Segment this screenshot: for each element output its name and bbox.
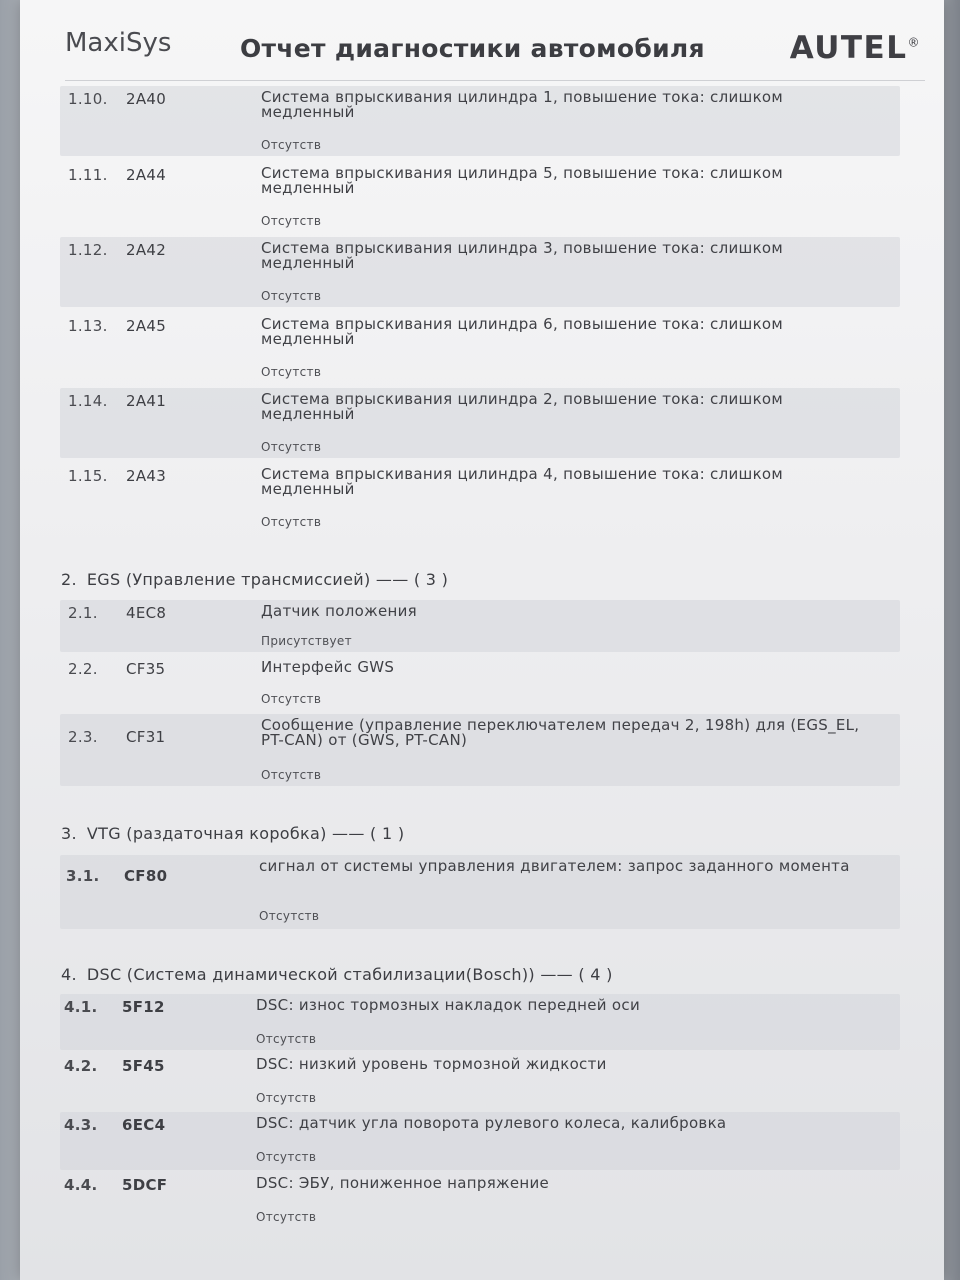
dtc-code: CF35 bbox=[126, 660, 166, 678]
dtc-status: Отсутств bbox=[261, 440, 322, 454]
dtc-description: сигнал от системы управления двигателем: запрос заданного момента bbox=[259, 857, 850, 875]
dtc-row bbox=[60, 600, 900, 652]
dtc-row bbox=[60, 1053, 900, 1109]
section-number: 3. bbox=[61, 824, 77, 843]
dtc-status: Отсутств bbox=[261, 692, 322, 706]
dtc-row bbox=[60, 994, 900, 1050]
dtc-code: 2A40 bbox=[126, 90, 167, 108]
dtc-row bbox=[60, 388, 900, 458]
dtc-description: Система впрыскивания цилиндра 1, повышение тока: слишком медленный bbox=[261, 88, 784, 121]
dtc-description: DSC: датчик угла поворота рулевого колеса, калибровка bbox=[256, 1114, 727, 1132]
dtc-code: 2A42 bbox=[126, 241, 167, 259]
dtc-status: Отсутств bbox=[259, 909, 320, 923]
row-number: 4.4. bbox=[64, 1176, 98, 1194]
dtc-status: Отсутств bbox=[261, 365, 322, 379]
dtc-description: Датчик положения bbox=[261, 602, 417, 620]
dtc-code: 5DCF bbox=[122, 1176, 168, 1194]
section-title-vtg bbox=[61, 824, 404, 843]
report-page bbox=[20, 0, 944, 1280]
dtc-code: 6EC4 bbox=[122, 1116, 166, 1134]
dtc-status: Отсутств bbox=[256, 1091, 317, 1105]
registered-mark: ® bbox=[907, 35, 921, 50]
dtc-row bbox=[60, 1172, 900, 1230]
row-number: 4.1. bbox=[64, 998, 98, 1016]
section-title-dsc bbox=[61, 965, 613, 984]
row-number: 1.12. bbox=[68, 241, 108, 259]
dtc-code: CF31 bbox=[126, 728, 166, 746]
dtc-code: 4EC8 bbox=[126, 604, 167, 622]
dtc-code: CF80 bbox=[124, 867, 168, 885]
report-header bbox=[65, 24, 925, 81]
row-number: 4.2. bbox=[64, 1057, 98, 1075]
autel-logo bbox=[790, 30, 921, 66]
row-number: 1.13. bbox=[68, 317, 108, 335]
dtc-code: 5F12 bbox=[122, 998, 165, 1016]
dtc-description: DSC: низкий уровень тормозной жидкости bbox=[256, 1055, 607, 1073]
row-number: 1.14. bbox=[68, 392, 108, 410]
row-number: 3.1. bbox=[66, 867, 100, 885]
dtc-description: Система впрыскивания цилиндра 2, повышение тока: слишком медленный bbox=[261, 390, 784, 423]
brand-name: MaxiSys bbox=[65, 28, 172, 58]
logo-text: AUTEL bbox=[789, 30, 908, 66]
dtc-code: 5F45 bbox=[122, 1057, 165, 1075]
section-number: 2. bbox=[61, 570, 77, 589]
dtc-description: Система впрыскивания цилиндра 4, повышение тока: слишком медленный bbox=[261, 465, 784, 498]
section-name: DSC (Система динамической стабилизации(Bosch)) —— ( 4 ) bbox=[86, 965, 613, 984]
dtc-row bbox=[60, 855, 900, 929]
section-name: VTG (раздаточная коробка) —— ( 1 ) bbox=[86, 824, 405, 843]
section-title-egs bbox=[61, 570, 448, 589]
dtc-row bbox=[60, 714, 900, 786]
dtc-status: Отсутств bbox=[261, 214, 322, 228]
dtc-status: Отсутств bbox=[261, 515, 322, 529]
dtc-row bbox=[60, 1112, 900, 1170]
dtc-row bbox=[60, 237, 900, 307]
dtc-description: Сообщение (управление переключателем передач 2, 198h) для (EGS_EL, PT-CAN) от (GWS, PT-CAN) bbox=[261, 716, 860, 749]
dtc-description: Система впрыскивания цилиндра 3, повышение тока: слишком медленный bbox=[261, 239, 784, 272]
dtc-status: Отсутств bbox=[261, 768, 322, 782]
dtc-row bbox=[60, 313, 900, 383]
dtc-code: 2A41 bbox=[126, 392, 167, 410]
dtc-status: Отсутств bbox=[261, 289, 322, 303]
row-number: 2.2. bbox=[68, 660, 98, 678]
dtc-row bbox=[60, 86, 900, 156]
row-number: 2.3. bbox=[68, 728, 98, 746]
dtc-status: Отсутств bbox=[256, 1210, 317, 1224]
dtc-description: Интерфейс GWS bbox=[261, 658, 395, 676]
section-number: 4. bbox=[61, 965, 77, 984]
dtc-code: 2A43 bbox=[126, 467, 167, 485]
dtc-row bbox=[60, 656, 900, 708]
dtc-description: Система впрыскивания цилиндра 5, повышение тока: слишком медленный bbox=[261, 164, 784, 197]
dtc-description: DSC: износ тормозных накладок передней оси bbox=[256, 996, 640, 1014]
dtc-description: Система впрыскивания цилиндра 6, повышение тока: слишком медленный bbox=[261, 315, 784, 348]
row-number: 1.15. bbox=[68, 467, 108, 485]
dtc-code: 2A44 bbox=[126, 166, 167, 184]
dtc-status: Отсутств bbox=[261, 138, 322, 152]
row-number: 1.11. bbox=[68, 166, 108, 184]
report-title: Отчет диагностики автомобиля bbox=[240, 34, 705, 63]
dtc-code: 2A45 bbox=[126, 317, 167, 335]
dtc-row bbox=[60, 463, 900, 533]
row-number: 4.3. bbox=[64, 1116, 98, 1134]
dtc-status: Отсутств bbox=[256, 1150, 317, 1164]
dtc-description: DSC: ЭБУ, пониженное напряжение bbox=[256, 1174, 550, 1192]
section-name: EGS (Управление трансмиссией) —— ( 3 ) bbox=[86, 570, 449, 589]
row-number: 2.1. bbox=[68, 604, 98, 622]
dtc-status: Присутствует bbox=[261, 634, 352, 648]
dtc-row bbox=[60, 162, 900, 232]
dtc-status: Отсутств bbox=[256, 1032, 317, 1046]
row-number: 1.10. bbox=[68, 90, 108, 108]
